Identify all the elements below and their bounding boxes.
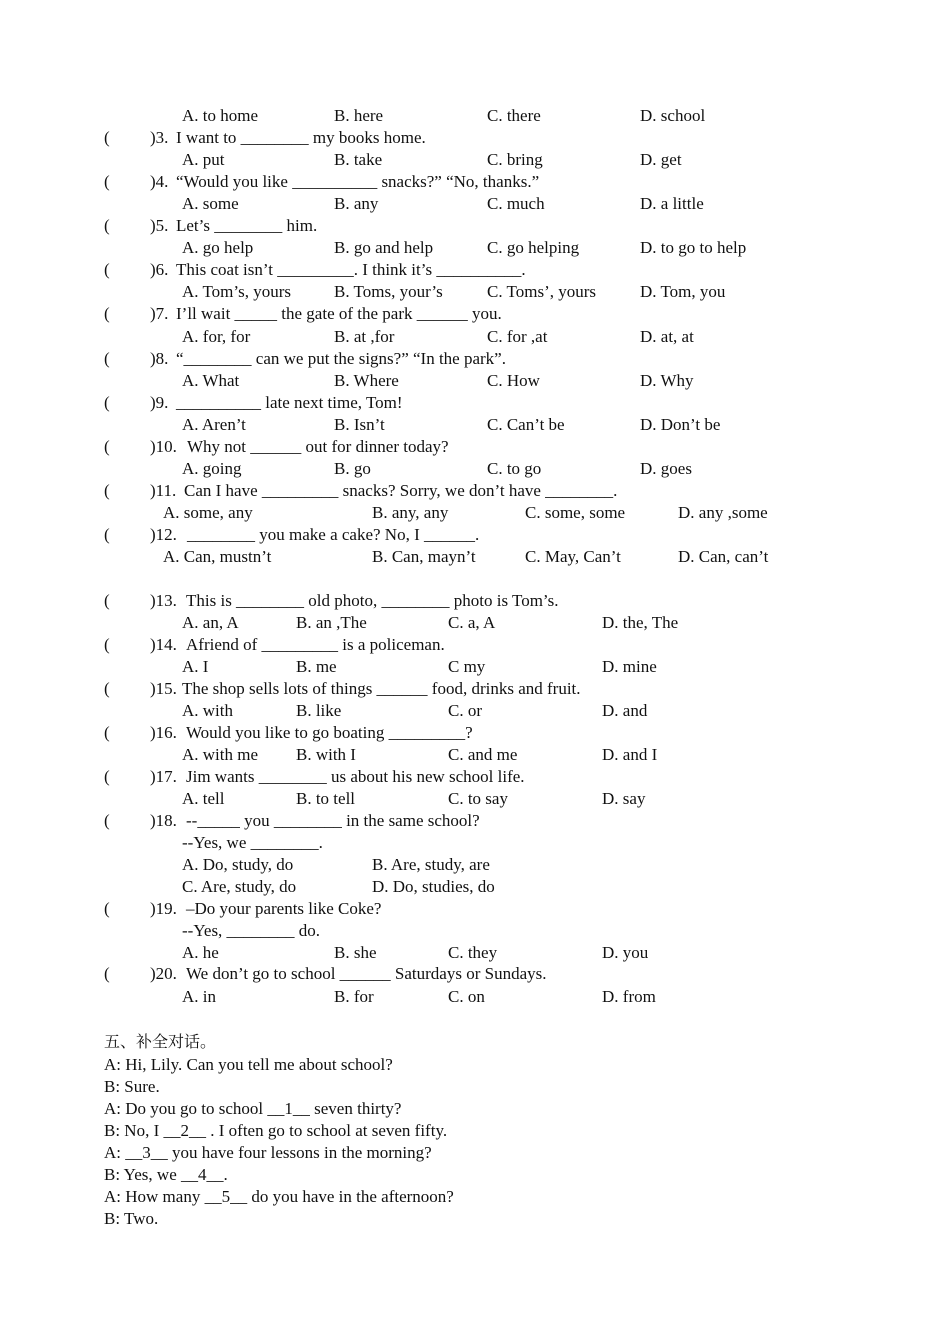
option-d: D. say — [602, 789, 646, 808]
question-number: )16. — [150, 723, 177, 742]
option-a: A. put — [182, 150, 225, 169]
option-d: D. Do, studies, do — [372, 877, 495, 896]
option-b: B. go and help — [334, 238, 434, 257]
question-stem: We don’t go to school ______ Saturdays or Sundays. — [186, 964, 547, 983]
option-b: B. an ,The — [296, 613, 367, 632]
option-d: D. from — [602, 987, 656, 1006]
question-number: )19. — [150, 899, 177, 918]
answer-paren: ( — [104, 128, 110, 147]
option-b: B. any — [334, 194, 379, 213]
option-b: B. Where — [334, 371, 399, 390]
option-b: B. Toms, your’s — [334, 282, 443, 301]
question-stem: “________ can we put the signs?” “In the park”. — [176, 349, 506, 368]
question-stem: This coat isn’t _________. I think it’s __________. — [176, 260, 526, 279]
question-number: )9. — [150, 393, 169, 412]
option-d: D. to go to help — [640, 238, 747, 257]
question-number: )4. — [150, 172, 169, 191]
option-a: A. some — [182, 194, 239, 213]
option-a: A. What — [182, 371, 240, 390]
answer-paren: ( — [104, 964, 110, 983]
option-d: D. you — [602, 943, 649, 962]
dialogue-line: A: __3__ you have four lessons in the morning? — [104, 1143, 432, 1162]
option-d: D. any ,some — [678, 503, 768, 522]
option-b: B. she — [334, 943, 377, 962]
option-b: B. to tell — [296, 789, 356, 808]
answer-paren: ( — [104, 525, 110, 544]
question-stem-reply: --Yes, ________ do. — [182, 921, 321, 940]
option-b: B. go — [334, 459, 371, 478]
answer-paren: ( — [104, 767, 110, 786]
section-title: 五、补全对话。 — [104, 1032, 217, 1051]
dialogue-line: B: No, I __2__ . I often go to school at seven fifty. — [104, 1121, 448, 1140]
option-d: D. get — [640, 150, 682, 169]
option-b: B. take — [334, 150, 383, 169]
option-a: A. I — [182, 657, 209, 676]
question-number: )12. — [150, 525, 177, 544]
option-b: B. any, any — [372, 503, 449, 522]
option-a: A. with — [182, 701, 233, 720]
question-stem: The shop sells lots of things ______ food, drinks and fruit. — [182, 679, 581, 698]
dialogue-line: A: How many __5__ do you have in the afternoon? — [104, 1187, 454, 1206]
answer-paren: ( — [104, 723, 110, 742]
option-d: D. at, at — [640, 327, 694, 346]
question-number: )5. — [150, 216, 169, 235]
option-b: B. Isn’t — [334, 415, 385, 434]
question-number: )20. — [150, 964, 177, 983]
question-stem: __________ late next time, Tom! — [176, 393, 403, 412]
option-b: B. at ,for — [334, 327, 395, 346]
question-stem-reply: --Yes, we ________. — [182, 833, 323, 852]
answer-paren: ( — [104, 437, 110, 456]
option-a: A. Aren’t — [182, 415, 246, 434]
option-b: B. me — [296, 657, 337, 676]
option-d: D. goes — [640, 459, 692, 478]
option-d: D. and — [602, 701, 648, 720]
answer-paren: ( — [104, 304, 110, 323]
answer-paren: ( — [104, 216, 110, 235]
option-d: D. Don’t be — [640, 415, 721, 434]
question-number: )10. — [150, 437, 177, 456]
question-stem: I want to ________ my books home. — [176, 128, 426, 147]
option-d: D. a little — [640, 194, 704, 213]
option-c: C. How — [487, 371, 540, 390]
question-stem: Why not ______ out for dinner today? — [187, 437, 449, 456]
option-c: C. to go — [487, 459, 542, 478]
q2-option-a: A. to home — [182, 106, 259, 125]
question-stem: ________ you make a cake? No, I ______. — [187, 525, 480, 544]
option-b: B. Can, mayn’t — [372, 547, 476, 566]
answer-paren: ( — [104, 172, 110, 191]
question-stem: Would you like to go boating _________? — [186, 723, 473, 742]
option-d: D. mine — [602, 657, 657, 676]
answer-paren: ( — [104, 899, 110, 918]
option-a: A. Tom’s, yours — [182, 282, 292, 301]
dialogue-line: A: Hi, Lily. Can you tell me about school? — [104, 1055, 393, 1074]
option-c: C. and me — [448, 745, 518, 764]
option-d: D. and I — [602, 745, 658, 764]
option-b: B. with I — [296, 745, 356, 764]
option-a: A. an, A — [182, 613, 239, 632]
option-a: A. some, any — [163, 503, 253, 522]
answer-paren: ( — [104, 349, 110, 368]
question-stem: --_____ you ________ in the same school? — [186, 811, 480, 830]
question-stem: “Would you like __________ snacks?” “No, thanks.” — [176, 172, 540, 191]
answer-paren: ( — [104, 811, 110, 830]
option-c: C. go helping — [487, 238, 580, 257]
answer-paren: ( — [104, 393, 110, 412]
dialogue-line: B: Two. — [104, 1209, 159, 1228]
question-number: )17. — [150, 767, 177, 786]
question-stem: Jim wants ________ us about his new school life. — [186, 767, 525, 786]
question-number: )11. — [150, 481, 177, 500]
answer-paren: ( — [104, 260, 110, 279]
option-a: A. going — [182, 459, 242, 478]
question-number: )13. — [150, 591, 177, 610]
q2-option-c: C. there — [487, 106, 541, 125]
option-c: C my — [448, 657, 486, 676]
option-c: C. some, some — [525, 503, 626, 522]
dialogue-line: B: Sure. — [104, 1077, 160, 1096]
option-c: C. for ,at — [487, 327, 548, 346]
option-c: C. Toms’, yours — [487, 282, 597, 301]
option-b: B. Are, study, are — [372, 855, 490, 874]
question-number: )14. — [150, 635, 177, 654]
dialogue-line: A: Do you go to school __1__ seven thirty? — [104, 1099, 402, 1118]
option-b: B. like — [296, 701, 342, 720]
option-d: D. the, The — [602, 613, 679, 632]
question-stem: Can I have _________ snacks? Sorry, we don’t have ________. — [184, 481, 618, 500]
answer-paren: ( — [104, 591, 110, 610]
option-a: A. with me — [182, 745, 259, 764]
question-stem: Afriend of _________ is a policeman. — [186, 635, 445, 654]
option-a: A. in — [182, 987, 216, 1006]
option-a: A. Can, mustn’t — [163, 547, 272, 566]
answer-paren: ( — [104, 635, 110, 654]
option-c: C. they — [448, 943, 498, 962]
option-c: C. or — [448, 701, 482, 720]
question-stem: I’ll wait _____ the gate of the park ______ you. — [176, 304, 502, 323]
answer-paren: ( — [104, 679, 110, 698]
q2-option-b: B. here — [334, 106, 384, 125]
option-c: C. to say — [448, 789, 508, 808]
option-a: A. Do, study, do — [182, 855, 294, 874]
option-c: C. Can’t be — [487, 415, 565, 434]
option-d: D. Why — [640, 371, 694, 390]
answer-paren: ( — [104, 481, 110, 500]
option-a: A. go help — [182, 238, 254, 257]
option-c: C. May, Can’t — [525, 547, 621, 566]
option-a: A. he — [182, 943, 219, 962]
option-a: A. tell — [182, 789, 225, 808]
question-number: )6. — [150, 260, 169, 279]
option-c: C. on — [448, 987, 485, 1006]
option-c: C. a, A — [448, 613, 496, 632]
option-d: D. Can, can’t — [678, 547, 769, 566]
option-c: C. Are, study, do — [182, 877, 297, 896]
option-c: C. bring — [487, 150, 543, 169]
question-number: )15. — [150, 679, 177, 698]
option-d: D. Tom, you — [640, 282, 726, 301]
question-number: )3. — [150, 128, 169, 147]
question-number: )8. — [150, 349, 169, 368]
question-number: )18. — [150, 811, 177, 830]
question-stem: Let’s ________ him. — [176, 216, 318, 235]
option-c: C. much — [487, 194, 545, 213]
dialogue-line: B: Yes, we __4__. — [104, 1165, 228, 1184]
question-number: )7. — [150, 304, 169, 323]
option-a: A. for, for — [182, 327, 251, 346]
question-stem: This is ________ old photo, ________ photo is Tom’s. — [186, 591, 559, 610]
question-stem: –Do your parents like Coke? — [186, 899, 382, 918]
q2-option-d: D. school — [640, 106, 706, 125]
option-b: B. for — [334, 987, 374, 1006]
